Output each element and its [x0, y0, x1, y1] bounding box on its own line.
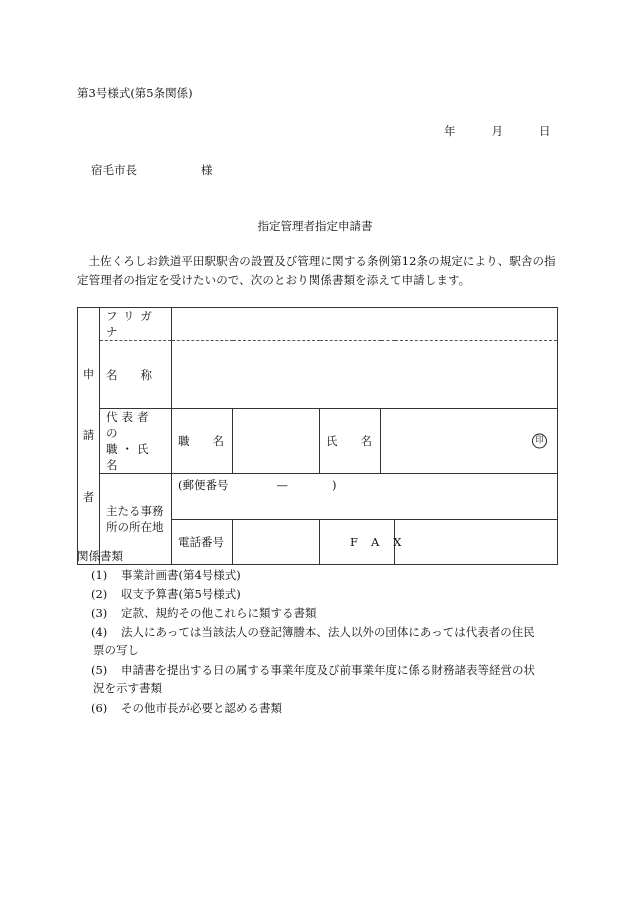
document-item-3-number: (3) — [91, 606, 108, 620]
document-item-4-continuation: 票の写し — [93, 643, 139, 657]
document-title: 指定管理者指定申請書 — [257, 219, 373, 233]
postal-code-close: ) — [332, 478, 337, 492]
name-field[interactable] — [172, 341, 558, 409]
document-item-5-number: (5) — [91, 663, 108, 677]
document-item-6-text: その他市長が必要と認める書類 — [121, 701, 282, 715]
document-item-1-number: (1) — [91, 568, 108, 582]
position-field[interactable] — [233, 409, 320, 474]
related-documents-heading: 関係書類 — [77, 549, 123, 563]
document-item-5 — [91, 661, 557, 697]
postal-code-field[interactable] — [172, 474, 558, 520]
office-address-label-line1: 主たる事務 — [106, 504, 164, 518]
name-label: 名 称 — [100, 341, 172, 409]
document-item-4-number: (4) — [91, 625, 108, 639]
applicant-char-2: 請 — [82, 428, 95, 443]
applicant-header — [78, 308, 100, 565]
addressee — [91, 162, 213, 178]
furigana-field[interactable] — [172, 308, 558, 341]
seal-icon: 印 — [532, 434, 547, 449]
representative-label-line2: 職・氏名 — [106, 442, 153, 472]
document-item-1-text: 事業計画書(第4号様式) — [121, 568, 241, 582]
postal-code-dash: — — [276, 478, 288, 492]
phone-field[interactable] — [233, 520, 320, 565]
document-item-6 — [91, 699, 557, 717]
document-item-5-continuation: 況を示す書類 — [93, 681, 162, 695]
addressee-honorific: 様 — [201, 163, 213, 177]
document-item-2-number: (2) — [91, 587, 108, 601]
fax-label: FAX — [320, 520, 395, 565]
document-item-3 — [91, 604, 557, 622]
applicant-char-1: 申 — [82, 366, 95, 381]
document-item-5-text: 申請書を提出する日の属する事業年度及び前事業年度に係る財務諸表等経営の状 — [121, 663, 535, 677]
document-item-1 — [91, 566, 557, 584]
document-item-3-text: 定款、規約その他これらに類する書類 — [121, 606, 317, 620]
fax-field[interactable] — [395, 520, 558, 565]
person-name-field[interactable] — [381, 409, 558, 474]
postal-code-label: (郵便番号 — [178, 478, 229, 492]
person-name-label: 氏 名 — [320, 409, 381, 474]
position-label: 職 名 — [172, 409, 233, 474]
document-item-2-text: 収支予算書(第5号様式) — [121, 587, 241, 601]
addressee-name: 宿毛市長 — [91, 163, 137, 177]
application-table — [77, 307, 558, 565]
form-number-label: 第3号様式(第5条関係) — [77, 86, 193, 100]
document-item-2 — [91, 585, 557, 603]
representative-label — [100, 409, 172, 474]
applicant-char-3: 者 — [82, 489, 95, 504]
date-month-label: 月 — [491, 124, 503, 138]
document-item-6-number: (6) — [91, 701, 108, 715]
representative-label-line1: 代表者の — [106, 410, 153, 440]
intro-paragraph: 土佐くろしお鉄道平田駅駅舎の設置及び管理に関する条例第12条の規定により、駅舎の指定管理者の指定を受けたいので、次のとおり関係書類を添えて申請します。 — [77, 254, 556, 287]
office-address-label-line2: 所の所在地 — [106, 520, 164, 534]
furigana-label: フリガナ — [100, 308, 172, 341]
date-day-label: 日 — [539, 124, 551, 138]
phone-label: 電話番号 — [172, 520, 233, 565]
document-item-4-text: 法人にあっては当該法人の登記簿謄本、法人以外の団体にあっては代表者の住民 — [121, 625, 535, 639]
date-line — [444, 123, 551, 139]
document-item-4 — [91, 623, 557, 659]
date-year-label: 年 — [444, 124, 456, 138]
